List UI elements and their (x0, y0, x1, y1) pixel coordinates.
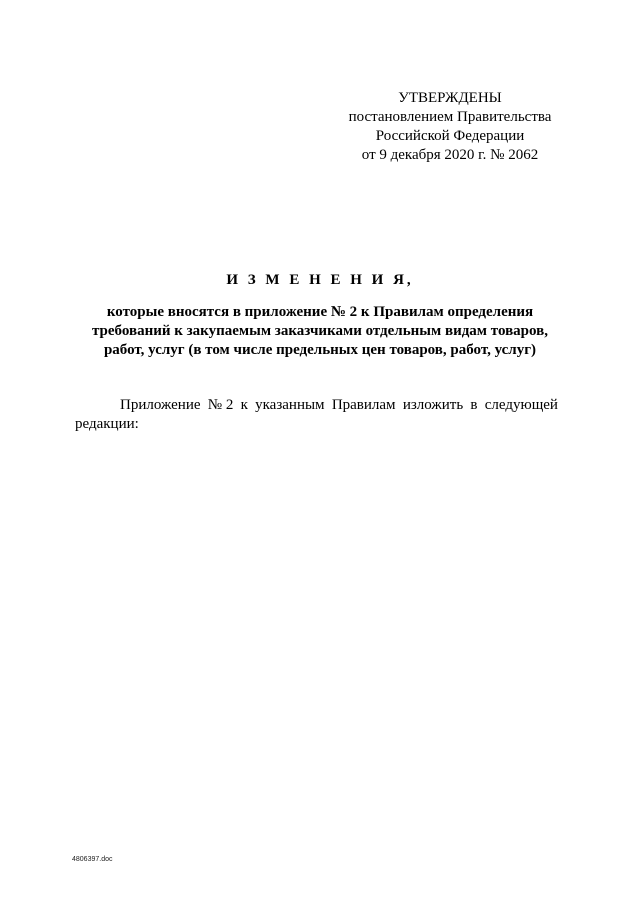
approval-stamp (330, 89, 570, 165)
paragraph-line (75, 396, 558, 415)
approved-label: УТВЕРЖДЕНЫ (398, 90, 502, 106)
word: в (470, 397, 478, 413)
word: следующей (484, 397, 558, 413)
word: Приложение (120, 397, 201, 413)
body-paragraph (75, 396, 558, 434)
document-title: И З М Е Н Е Н И Я, (226, 272, 414, 288)
word: указанным (255, 397, 325, 413)
approval-issuer-country: Российской Федерации (375, 128, 525, 144)
document-heading (60, 270, 580, 360)
approval-issuer: постановлением Правительства (348, 109, 552, 125)
approval-date-number: от 9 декабря 2020 г. № 2062 (361, 147, 539, 163)
word: изложить (402, 397, 464, 413)
subtitle-line: работ, услуг (в том числе предельных цен товаров, работ, услуг) (103, 342, 537, 358)
subtitle-line: требований к закупаемым заказчиками отдельным видам товаров, (91, 323, 548, 339)
word: Правилам (331, 397, 396, 413)
word: № 2 (207, 397, 234, 413)
word: к (240, 397, 248, 413)
document-file-id: 4806397.doc (72, 856, 113, 863)
document-subtitle (60, 303, 580, 360)
subtitle-line: которые вносятся в приложение № 2 к Правилам определения (106, 304, 534, 320)
paragraph-line: редакции: (75, 416, 139, 432)
